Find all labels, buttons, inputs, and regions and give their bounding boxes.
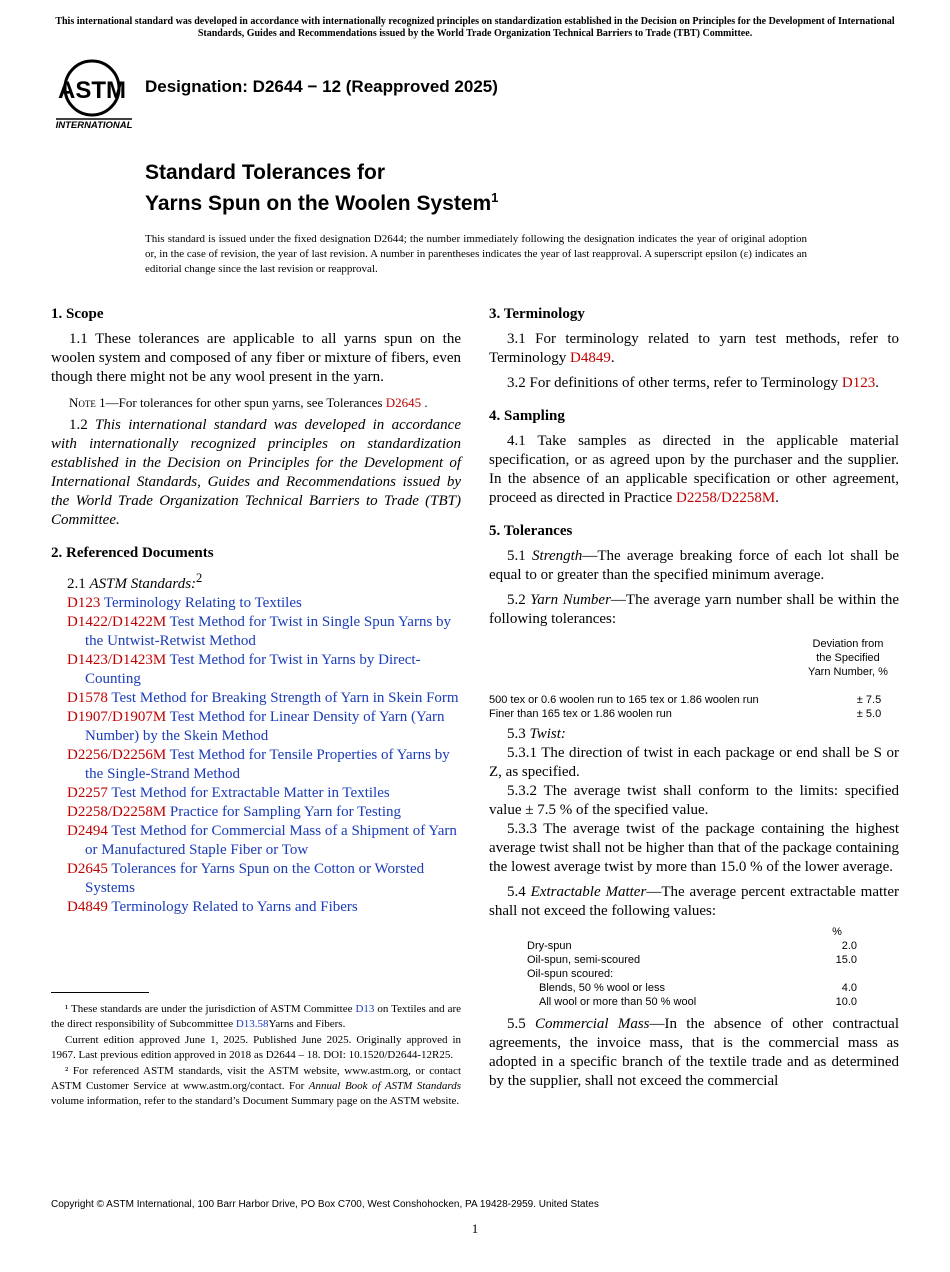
para-5-3-3: 5.3.3 The average twist of the package containing the highest average twist shall not be higher than that of the package containing the lowest average twist by more than 15.0 % of the lower average. <box>489 821 899 875</box>
fn2-text-b: volume information, refer to the standard’s Document Summary page on the ASTM website. <box>51 1095 460 1107</box>
ref-code-link[interactable]: D2256/D2256M <box>67 747 167 763</box>
p51-text: —The average breaking force of each lot shall be equal to or greater than the specified minimum average. <box>489 548 900 583</box>
p51-num: 5.1 <box>507 548 533 564</box>
dev-head-2: the Specified <box>816 652 880 664</box>
ref-code-link[interactable]: D2494 <box>67 823 108 839</box>
fn1-text-c: Yarns and Fibers. <box>268 1018 346 1030</box>
ext-header-row <box>527 925 857 939</box>
para-1-2-text: This international standard was developed in accordance with internationally recognized principles on standardization established in the Decision on Principles for the Development of International Standards, Guides and Recommendations issued by the World Trade Organization Technical Barriers to Trade (TBT) Committee. <box>51 417 461 528</box>
ref-title-link[interactable]: Terminology Related to Yarns and Fibers <box>107 899 358 915</box>
p55-num: 5.5 <box>507 1016 535 1032</box>
ref-code-link[interactable]: D1578 <box>67 690 108 706</box>
note-link-d2645[interactable]: D2645 <box>385 395 422 410</box>
section-4-heading: 4. Sampling <box>489 408 565 424</box>
footnote-2 <box>51 1064 461 1109</box>
ref-code-link[interactable]: D2257 <box>67 785 108 801</box>
fn2-italic: Annual Book of ASTM Standards <box>308 1080 461 1092</box>
ref-code-link[interactable]: D1907/D1907M <box>67 709 167 725</box>
issuance-statement: This standard is issued under the fixed designation D2644; the number immediately following the designation indicates the year of original adoption or, in the case of revision, the year of last revision. A number in parentheses indicates the year of last reapproval. A superscript epsilon (ε) indicates an editorial change since the last revision or reapproval. <box>145 233 807 275</box>
designation: Designation: D2644 − 12 (Reapproved 2025) <box>145 77 498 96</box>
ref-intro-text: ASTM Standards: <box>89 576 197 592</box>
dev-row-value: ± 5.0 <box>856 708 882 720</box>
ext-row-value: 2.0 <box>841 940 857 952</box>
link-d2258[interactable]: D2258/D2258M <box>676 490 776 506</box>
ref-code-link[interactable]: D123 <box>67 595 101 611</box>
footnote-1-edition: Current edition approved June 1, 2025. Published June 2025. Originally approved in 1967. Last previous edition approved in 2018 as D2644 – 18. DOI: 10.1520/D2644-12R25. <box>51 1034 461 1061</box>
table-row <box>489 707 899 721</box>
list-item <box>51 784 461 803</box>
ext-header: % <box>832 926 842 938</box>
para-5-2 <box>489 591 899 629</box>
para-5-3-2: 5.3.2 The average twist shall conform to the limits: specified value ± 7.5 % of the specified value. <box>489 783 899 818</box>
fn1-link-d13[interactable]: D13 <box>355 1003 375 1015</box>
footnotes <box>51 1002 461 1110</box>
note-1 <box>51 393 461 412</box>
para-1-2-num: 1.2 <box>69 417 96 433</box>
logo-text: ASTM <box>58 77 126 104</box>
para-5-3-1: 5.3.1 The direction of twist in each package or end shall be S or Z, as specified. <box>489 745 899 780</box>
list-item <box>51 613 461 651</box>
dev-row-label: Finer than 165 tex or 1.86 woolen run <box>489 708 672 720</box>
list-item <box>51 689 461 708</box>
list-item <box>51 803 461 822</box>
para-4-1-end: . <box>775 490 779 506</box>
table-row <box>527 967 857 981</box>
ext-row-value: 15.0 <box>835 954 857 966</box>
p52-text: —The average yarn number shall be within the following tolerances: <box>489 592 899 627</box>
para-5-5 <box>489 1015 899 1091</box>
ref-code-link[interactable]: D1423/D1423M <box>67 652 167 668</box>
p51-italic: Strength <box>532 548 583 564</box>
dev-head-3: Yarn Number, % <box>808 666 888 678</box>
ref-title-link[interactable]: Test Method for Commercial Mass of a Shipment of Yarn or Manufactured Staple Fiber or Tow <box>85 823 457 858</box>
ref-title-link[interactable]: Terminology Relating to Textiles <box>100 595 302 611</box>
table-row <box>527 939 857 953</box>
copyright: Copyright © ASTM International, 100 Barr Harbor Drive, PO Box C700, West Conshohocken, PA 19428-2959. United States <box>51 1199 599 1210</box>
ref-intro <box>51 569 461 594</box>
referenced-documents-list <box>51 569 461 917</box>
title-line-1: Standard Tolerances for <box>145 161 386 184</box>
ext-row-label: Blends, 50 % wool or less <box>539 982 665 994</box>
list-item <box>51 898 461 917</box>
ext-row-value <box>817 967 857 981</box>
left-column <box>51 305 461 917</box>
table-row <box>489 693 899 707</box>
list-item <box>51 860 461 898</box>
ext-row-label: All wool or more than 50 % wool <box>539 996 697 1008</box>
astm-logo <box>52 56 136 132</box>
dev-row-value: ± 7.5 <box>856 694 882 706</box>
p55-text: —In the absence of other contractual agreements, the invoice mass, that is the commercial mass as adopted in a specific branch of the textile trade and as determined by the supplier, shall not exceed the commercial <box>489 1016 900 1089</box>
p54-num: 5.4 <box>507 884 531 900</box>
ref-title-link[interactable]: Test Method for Tensile Properties of Yarns by the Single-Strand Method <box>85 747 450 782</box>
note-label: Note <box>69 395 96 410</box>
link-d4849[interactable]: D4849 <box>570 350 611 366</box>
para-4-1 <box>489 432 899 508</box>
para-1-2 <box>51 416 461 530</box>
p53-italic: Twist: <box>529 726 566 742</box>
ref-title-link[interactable]: Test Method for Extractable Matter in Textiles <box>107 785 390 801</box>
ref-code-link[interactable]: D4849 <box>67 899 108 915</box>
p55-italic: Commercial Mass <box>535 1016 650 1032</box>
title-line-2 <box>145 185 498 216</box>
title-footnote-ref[interactable]: 1 <box>491 190 499 205</box>
ref-title-link[interactable]: Test Method for Twist in Yarns by Direct-Counting <box>85 652 421 687</box>
section-3-heading: 3. Terminology <box>489 306 585 322</box>
list-item <box>51 594 461 613</box>
p52-num: 5.2 <box>507 592 531 608</box>
para-5-1 <box>489 547 899 585</box>
table-row <box>527 953 857 967</box>
link-d123[interactable]: D123 <box>841 375 876 391</box>
p54-text: —The average percent extractable matter shall not exceed the following values: <box>489 884 899 919</box>
p52-italic: Yarn Number <box>530 592 611 608</box>
ext-row-label: Oil-spun scoured: <box>527 968 614 980</box>
para-3-2-end: . <box>875 375 879 391</box>
title-line-2-text: Yarns Spun on the Woolen System <box>145 192 492 215</box>
ref-intro-footnote[interactable]: 2 <box>196 571 203 585</box>
footnote-1 <box>51 1002 461 1032</box>
list-item <box>51 822 461 860</box>
para-3-1-end: . <box>610 350 615 366</box>
para-1-1: 1.1 These tolerances are applicable to all yarns spun on the woolen system and composed of any fiber or mixture of fibers, even though there might not be any wool present in the yarn. <box>51 331 461 385</box>
dev-row-label: 500 tex or 0.6 woolen run to 165 tex or 1.86 woolen run <box>489 694 759 706</box>
p54-italic: Extractable Matter <box>530 884 647 900</box>
tbt-notice: This international standard was developed in accordance with internationally recognized principles on standardization established in the Decision on Principles for the Development of International Standards, Guides and Recommendations issued by the World Trade Organization Technical Barriers to Trade (TBT) Committee. <box>55 16 895 39</box>
ref-title-link[interactable]: Test Method for Breaking Strength of Yarn in Skein Form <box>107 690 459 706</box>
ref-title-link[interactable]: Tolerances for Yarns Spun on the Cotton or Worsted Systems <box>85 861 425 896</box>
list-item <box>51 651 461 689</box>
para-4-1-text: 4.1 Take samples as directed in the applicable material specification, or as agreed upon by the purchaser and the supplier. In the absence of an applicable specification or other agreement, proceed as directed in Practice <box>489 433 899 506</box>
section-2-heading: 2. Referenced Documents <box>51 545 214 561</box>
document-title <box>145 160 498 216</box>
para-3-1 <box>489 330 899 368</box>
footnote-rule <box>51 992 149 993</box>
ref-intro-num: 2.1 <box>67 576 90 592</box>
para-3-2-text: 3.2 For definitions of other terms, refer to Terminology <box>507 375 842 391</box>
ref-title-link[interactable]: Test Method for Linear Density of Yarn (Yarn Number) by the Skein Method <box>85 709 445 744</box>
para-3-1-text: 3.1 For terminology related to yarn test methods, refer to Terminology <box>489 331 899 366</box>
ref-code-link[interactable]: D2645 <box>67 861 108 877</box>
para-5-3 <box>489 725 899 744</box>
ext-row-label: Oil-spun, semi-scoured <box>527 954 641 966</box>
ext-row-value: 10.0 <box>835 996 857 1008</box>
fn1-text-a: ¹ These standards are under the jurisdiction of ASTM Committee <box>65 1003 356 1015</box>
ref-title-link[interactable]: Practice for Sampling Yarn for Testing <box>166 804 402 820</box>
ref-code-link[interactable]: D2258/D2258M <box>67 804 167 820</box>
ext-row-value: 4.0 <box>841 982 857 994</box>
ext-row-label: Dry-spun <box>527 940 572 952</box>
yarn-number-tolerance-table <box>489 637 899 721</box>
note-end: . <box>421 395 428 410</box>
page-number: 1 <box>471 1221 479 1236</box>
section-1-heading: 1. Scope <box>51 306 104 322</box>
fn1-link-d1358[interactable]: D13.58 <box>235 1018 269 1030</box>
para-3-2 <box>489 374 899 393</box>
ref-title-link[interactable]: Test Method for Twist in Single Spun Yarns by the Untwist-Retwist Method <box>85 614 452 649</box>
section-5-heading: 5. Tolerances <box>489 523 573 539</box>
extractable-matter-table <box>527 925 857 1009</box>
ref-code-link[interactable]: D1422/D1422M <box>67 614 167 630</box>
table-row <box>527 981 857 995</box>
p53-num: 5.3 <box>507 726 530 742</box>
deviation-header <box>803 637 893 679</box>
list-item <box>51 708 461 746</box>
table-row <box>527 995 857 1009</box>
note-text: 1—For tolerances for other spun yarns, see Tolerances <box>95 395 386 410</box>
logo-subtext: INTERNATIONAL <box>55 120 133 131</box>
right-column <box>489 305 899 1097</box>
fn2-text-a: ² For referenced ASTM standards, visit the ASTM website, www.astm.org, or contact ASTM Customer Service at www.astm.org/contact. For <box>51 1065 461 1092</box>
fn1-text-b: on Textiles and are the direct responsibility of Subcommittee <box>51 1003 461 1030</box>
dev-head-1: Deviation from <box>812 638 884 650</box>
list-item <box>51 746 461 784</box>
para-5-4 <box>489 883 899 921</box>
